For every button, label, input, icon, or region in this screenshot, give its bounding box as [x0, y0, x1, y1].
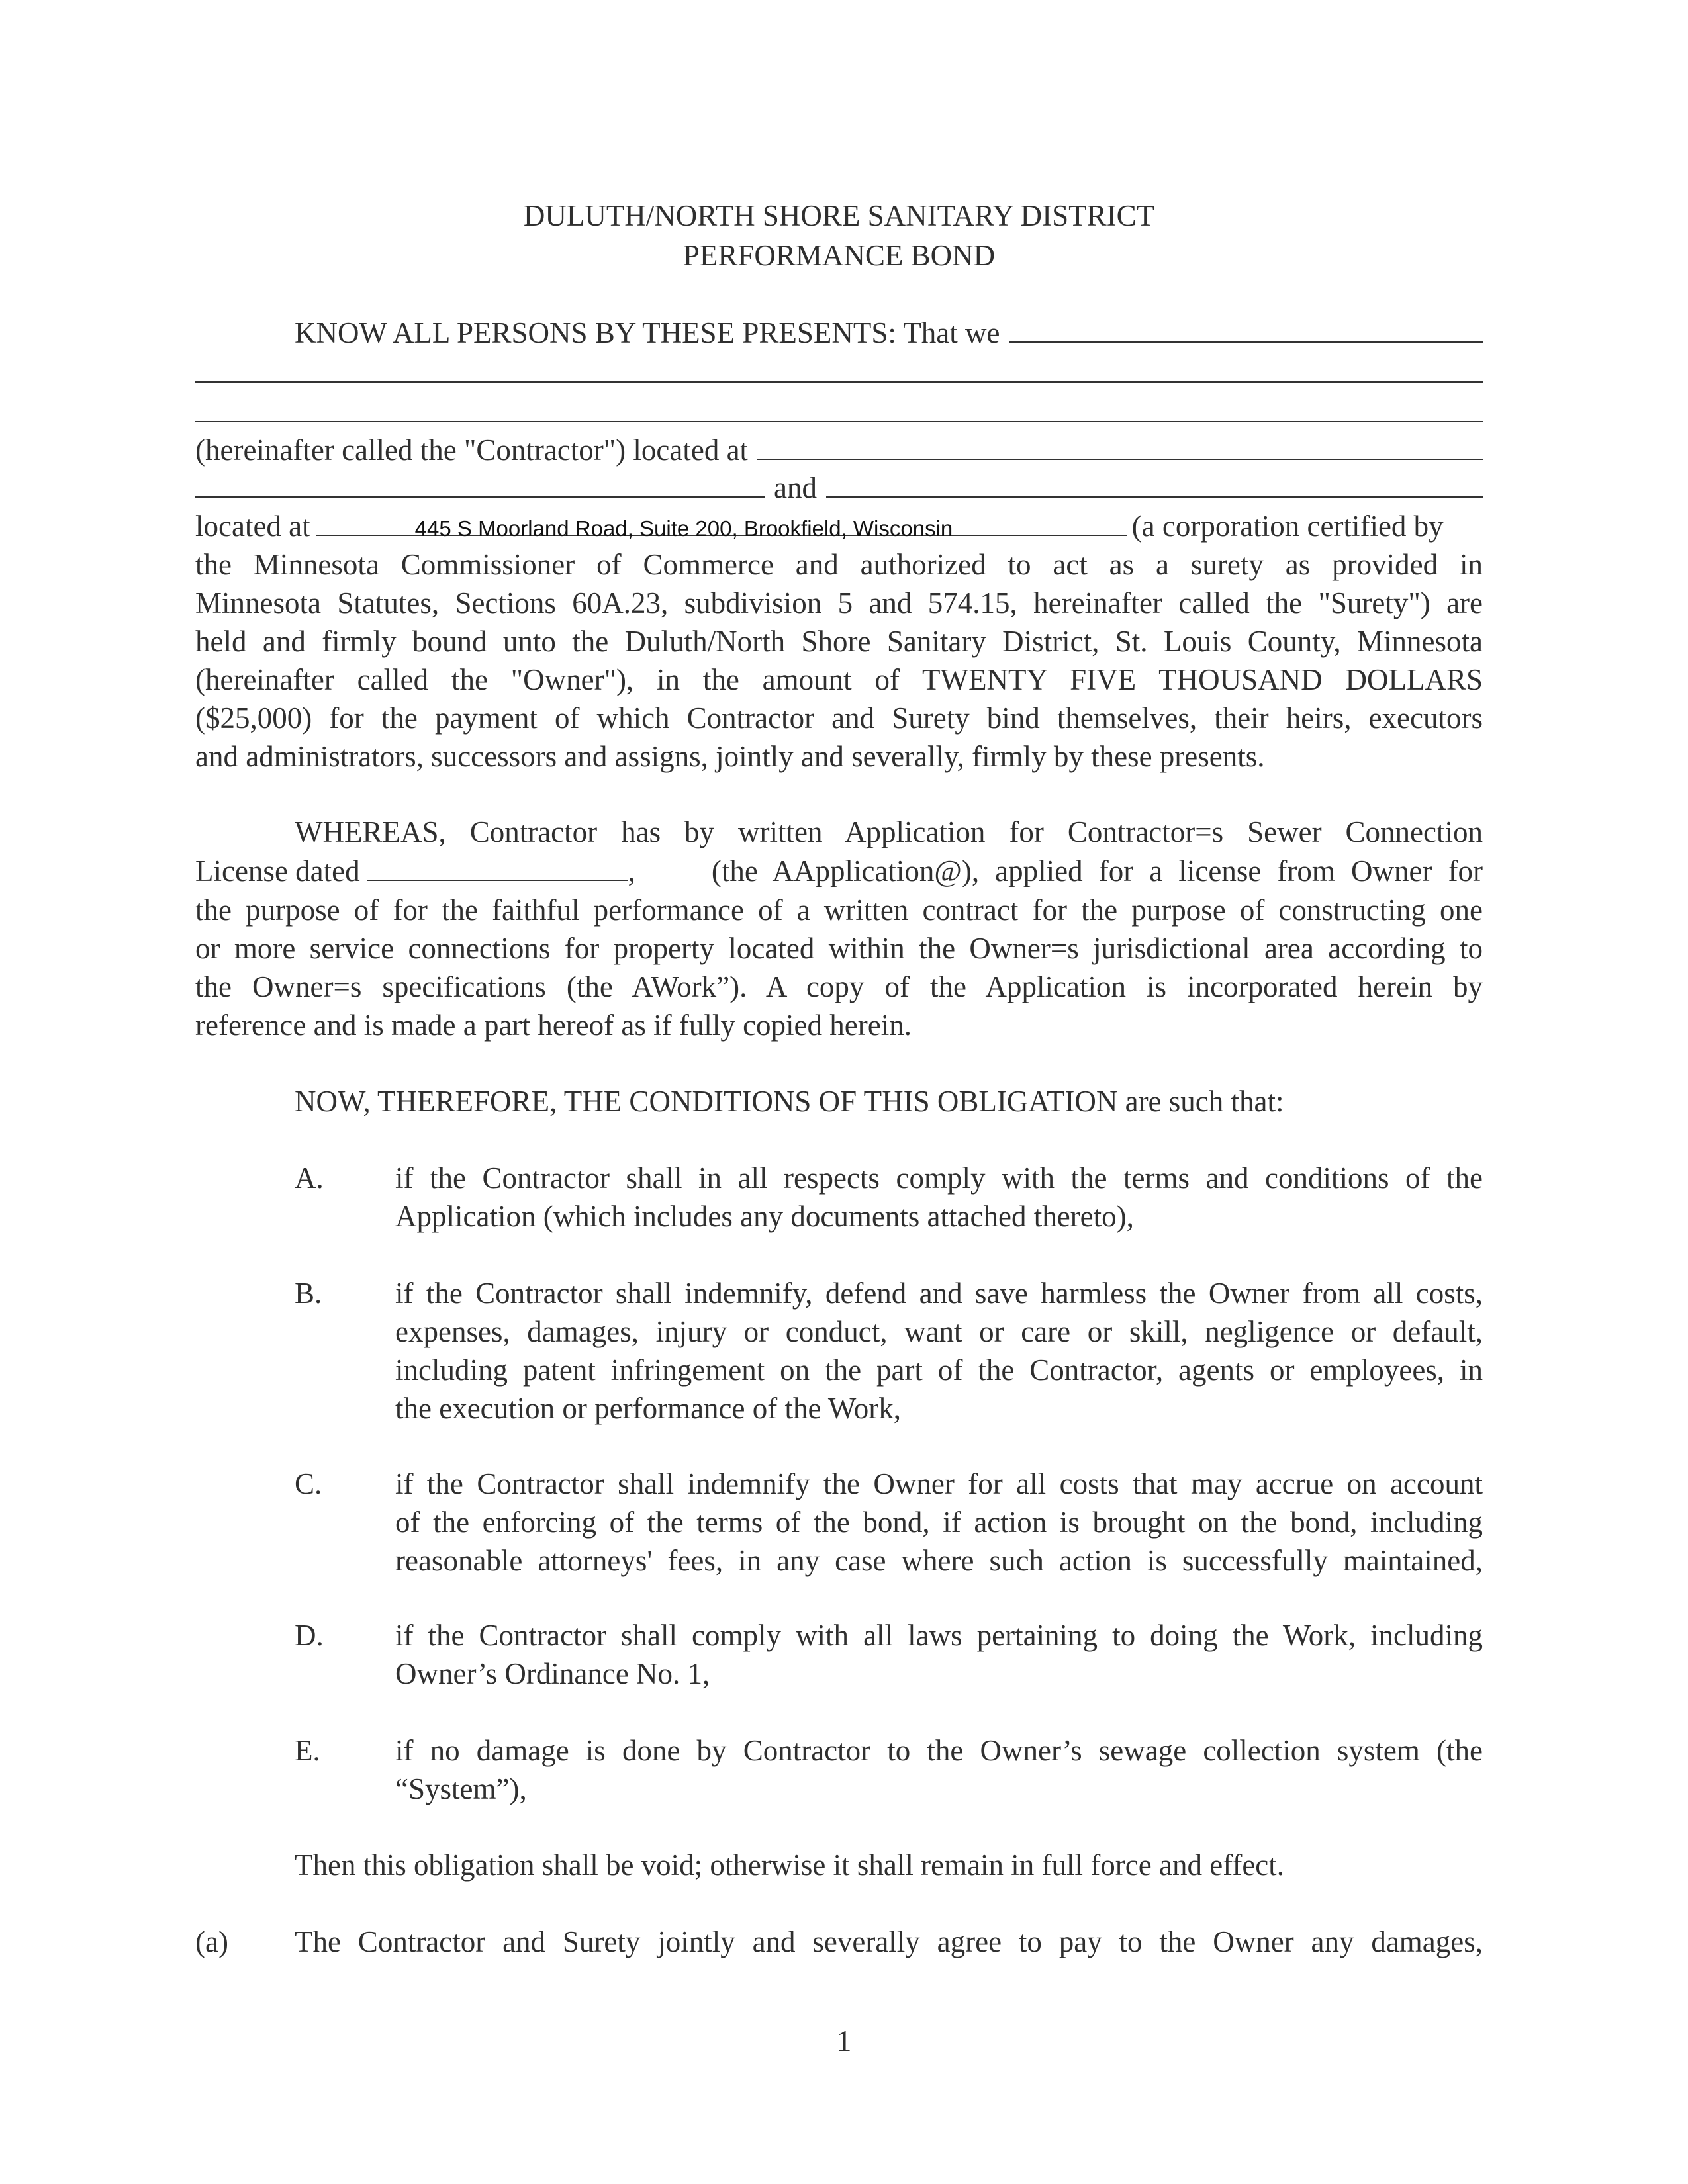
surety-name-line — [195, 469, 1483, 507]
condition-line: if no damage is done by Contractor to the Owner’s sewage collection system (the — [395, 1734, 1483, 1767]
whereas-first-line: WHEREAS, Contractor has by written Application for Contractor=s Sewer Connection — [295, 815, 1483, 848]
clause-a-label: (a) — [195, 1925, 228, 1958]
surety-address-value: 445 S Moorland Road, Suite 200, Brookfield, Wisconsin — [414, 516, 953, 541]
contractor-name-blank[interactable] — [1009, 314, 1483, 343]
license-dated-line — [195, 852, 1483, 890]
license-dated-rest: (the AApplication@), applied for a license from Owner for — [711, 854, 1483, 887]
document-title-bond: PERFORMANCE BOND — [682, 239, 996, 272]
license-date-comma: , — [628, 854, 635, 887]
contractor-location-line — [195, 431, 1483, 469]
and-text: and — [774, 471, 817, 504]
document-title-district: DULUTH/NORTH SHORE SANITARY DISTRICT — [523, 199, 1155, 232]
whereas-line: the purpose of for the faithful performance of a written contract for the purpose of constructing one — [195, 893, 1483, 927]
whereas-last-line: reference and is made a part hereof as if fully copied herein. — [195, 1009, 912, 1042]
condition-line: including patent infringement on the part of the Contractor, agents or employees, in — [395, 1353, 1483, 1387]
contractor-address-blank-2[interactable] — [195, 469, 765, 498]
condition-line: if the Contractor shall indemnify the Owner for all costs that may accrue on account — [395, 1467, 1483, 1500]
condition-letter: D. — [295, 1619, 324, 1652]
contractor-address-blank[interactable] — [757, 431, 1483, 460]
located-at-text: located at — [195, 510, 310, 543]
bond-paragraph-line: (hereinafter called the "Owner"), in the amount of TWENTY FIVE THOUSAND DOLLARS — [195, 663, 1483, 696]
condition-line: reasonable attorneys' fees, in any case where such action is successfully maintained, — [395, 1544, 1483, 1577]
conditions-intro: NOW, THEREFORE, THE CONDITIONS OF THIS OBLIGATION are such that: — [295, 1085, 1284, 1118]
bond-paragraph-last-line: and administrators, successors and assigns, jointly and severally, firmly by these presents. — [195, 740, 1265, 773]
condition-letter: A. — [295, 1161, 324, 1195]
surety-location-line — [195, 507, 1483, 545]
license-date-blank[interactable] — [367, 852, 628, 881]
contractor-name-blank-line-2[interactable] — [195, 353, 1483, 392]
condition-line: Application (which includes any documents attached thereto), — [395, 1200, 1134, 1233]
license-dated-text: License dated — [195, 854, 360, 887]
contractor-location-text: (hereinafter called the "Contractor") located at — [195, 433, 749, 467]
condition-line: Owner’s Ordinance No. 1, — [395, 1657, 710, 1690]
bond-paragraph-line: ($25,000) for the payment of which Contractor and Surety bind themselves, their heirs, executors — [195, 702, 1483, 735]
bond-paragraph-line: Minnesota Statutes, Sections 60A.23, subdivision 5 and 574.15, hereinafter called the "Surety") are — [195, 586, 1483, 619]
condition-line: “System”), — [395, 1772, 527, 1805]
condition-letter: C. — [295, 1467, 322, 1500]
contractor-name-blank-line-3[interactable] — [195, 393, 1483, 432]
condition-line: of the enforcing of the terms of the bond, if action is brought on the bond, including — [395, 1506, 1483, 1539]
condition-letter: E. — [295, 1734, 320, 1767]
condition-line: the execution or performance of the Work, — [395, 1392, 901, 1425]
page-number: 1 — [836, 2025, 852, 2058]
condition-item-a — [395, 1159, 1483, 1236]
void-clause: Then this obligation shall be void; otherwise it shall remain in full force and effect. — [295, 1848, 1285, 1882]
condition-line: expenses, damages, injury or conduct, want or care or skill, negligence or default, — [395, 1315, 1483, 1348]
bond-paragraph-line: the Minnesota Commissioner of Commerce and authorized to act as a surety as provided in — [195, 548, 1483, 581]
whereas-line: or more service connections for property located within the Owner=s jurisdictional area according to — [195, 932, 1483, 965]
condition-letter: B. — [295, 1277, 322, 1310]
condition-item-c — [395, 1465, 1483, 1580]
bond-paragraph-line: held and firmly bound unto the Duluth/North Shore Sanitary District, St. Louis County, Minnesota — [195, 625, 1483, 658]
clause-a-text: The Contractor and Surety jointly and severally agree to pay to the Owner any damages, — [295, 1925, 1483, 1958]
corporation-certified-text: (a corporation certified by — [1131, 510, 1444, 543]
condition-item-e — [395, 1731, 1483, 1808]
surety-name-blank[interactable] — [826, 469, 1483, 498]
surety-address-field[interactable] — [316, 507, 1127, 541]
condition-line: if the Contractor shall comply with all laws pertaining to doing the Work, including — [395, 1619, 1483, 1652]
know-all-text: KNOW ALL PERSONS BY THESE PRESENTS: That we — [295, 316, 1000, 349]
whereas-line: the Owner=s specifications (the AWork”). A copy of the Application is incorporated herein by — [195, 970, 1483, 1003]
condition-item-b — [395, 1274, 1483, 1428]
condition-line: if the Contractor shall indemnify, defend and save harmless the Owner from all costs, — [395, 1277, 1483, 1310]
condition-line: if the Contractor shall in all respects comply with the terms and conditions of the — [395, 1161, 1483, 1195]
know-all-line — [195, 314, 1483, 352]
condition-item-d — [395, 1616, 1483, 1693]
